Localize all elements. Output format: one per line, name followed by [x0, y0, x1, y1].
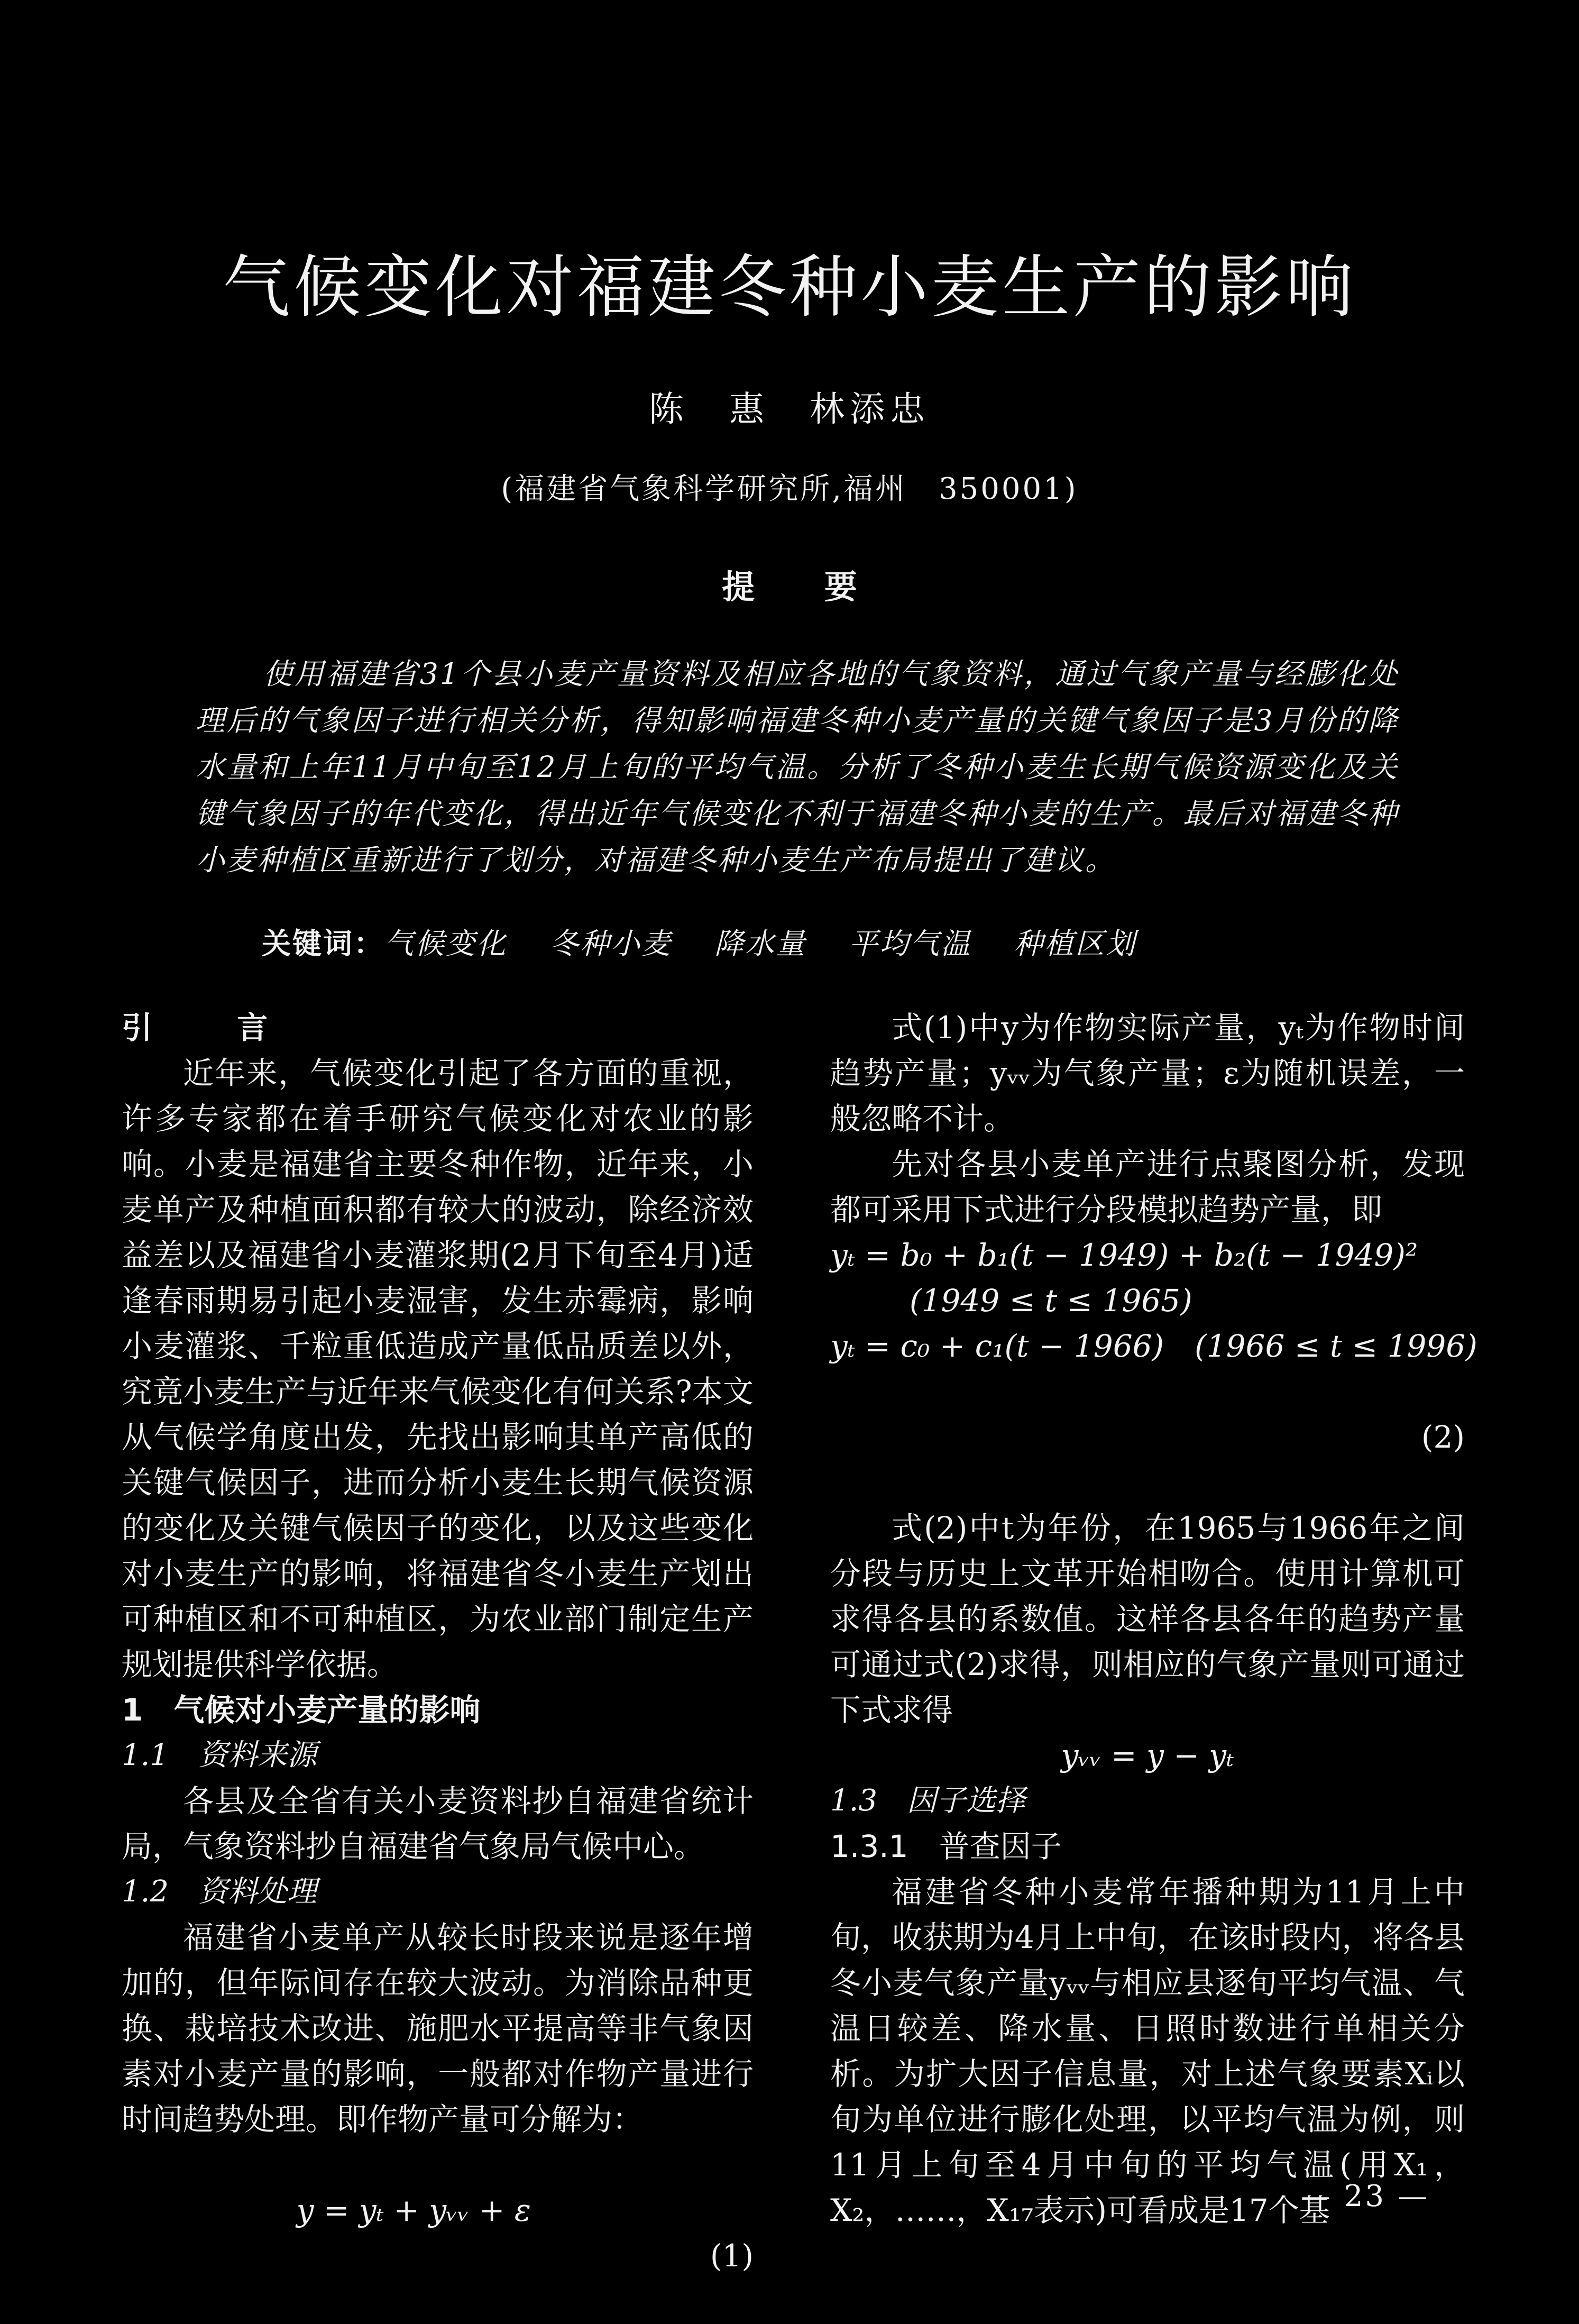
- equation-3: yᵥᵥ = y − yₜ: [1061, 1737, 1234, 1773]
- keyword: 平均气温: [849, 927, 972, 960]
- keyword: 种植区划: [1014, 927, 1137, 960]
- page-number: — 23 —: [1301, 2179, 1429, 2213]
- abstract-text: 使用福建省31个县小麦产量资料及相应各地的气象资料，通过气象产量与经膨化处理后的气象因子进行相关分析，得知影响福建冬种小麦产量的关键气象因子是3月份的降水量和上年11月中旬至12月上旬的平均气温。分析了冬种小麦生长期气候资源变化及关键气象因子的年代变化，得出近年气候变化不利于福建冬种小麦的生产。最后对福建冬种小麦种植区重新进行了划分，对福建冬种小麦生产布局提出了建议。: [196, 657, 1399, 877]
- equation-1-number: (1): [710, 2238, 754, 2274]
- left-column: [122, 1005, 754, 2324]
- section-1-3-1-heading: 1.3.1 普查因子: [830, 1828, 1062, 1864]
- section-1-3-1-paragraph: 福建省冬种小麦常年播种期为11月上中旬，收获期为4月上中旬，在该时段内，将各县冬小麦气象产量yᵥᵥ与相应县逐旬平均气温、气温日较差、降水量、日照时数进行单相关分析。为扩大因子信息量，对上述气象要素Xᵢ以旬为单位进行膨化处理，以平均气温为例，则11月上旬至4月中旬的平均气温(用X₁，X₂，……，X₁₇表示)可看成是17个基: [830, 1874, 1465, 2228]
- right-column: [830, 1005, 1477, 2233]
- equation-2-explanation: 式(2)中t为年份，在1965与1966年之间分段与历史上文革开始相吻合。使用计算机可求得各县的系数值。这样各县各年的趋势产量可通过式(2)求得，则相应的气象产量则可通过下式求得: [830, 1510, 1465, 1728]
- equation-2c: yₜ = c₀ + c₁(t − 1966) (1966 ≤ t ≤ 1996): [830, 1328, 1477, 1364]
- keyword: 降水量: [714, 927, 807, 960]
- keyword: 冬种小麦: [549, 927, 673, 960]
- equation-2b: (1949 ≤ t ≤ 1965): [910, 1283, 1192, 1319]
- section-1-2-paragraph: 福建省小麦单产从较长时段来说是逐年增加的，但年际间存在较大波动。为消除品种更换、栽培技术改进、施肥水平提高等非气象因素对小麦产量的影响，一般都对作物产量进行时间趋势处理。即作物产量可分解为：: [122, 1919, 754, 2137]
- section-1-1-heading: 1.1 资料来源: [122, 1738, 317, 1772]
- abstract: [196, 651, 1399, 883]
- article-title: 气候变化对福建冬种小麦生产的影响: [222, 248, 1356, 327]
- intro-paragraph: 近年来，气候变化引起了各方面的重视，许多专家都在着手研究气候变化对农业的影响。小麦是福建省主要冬种作物，近年来，小麦单产及种植面积都有较大的波动，除经济效益差以及福建省小麦灌浆期(2月下旬至4月)适逢春雨期易引起小麦湿害，发生赤霉病，影响小麦灌浆、千粒重低造成产量低品质差以外，究竟小麦生产与近年来气候变化有何关系?本文从气候学角度出发，先找出影响其单产高低的关键气候因子，进而分析小麦生长期气候资源的变化及关键气候因子的变化，以及这些变化对小麦生产的影响，将福建省冬小麦生产划出可种植区和不可种植区，为农业部门制定生产规划提供科学依据。: [122, 1055, 754, 1682]
- author-affiliation: (福建省气象科学研究所,福州 350001): [501, 472, 1078, 506]
- equation-1-explanation: 式(1)中y为作物实际产量，yₜ为作物时间趋势产量；yᵥᵥ为气象产量；ε为随机误差，一般忽略不计。: [830, 1010, 1465, 1137]
- section-1-3-heading: 1.3 因子选择: [830, 1783, 1026, 1818]
- section-1-1-paragraph: 各县及全省有关小麦资料抄自福建省统计局，气象资料抄自福建省气象局气候中心。: [122, 1783, 754, 1864]
- equation-2-number-line: [830, 1369, 1465, 1505]
- trend-model-paragraph: 先对各县小麦单产进行点聚图分析，发现都可采用下式进行分段模拟趋势产量，即: [830, 1146, 1465, 1228]
- equation-1-body: y = yₜ + yᵥᵥ + ε: [296, 2192, 531, 2228]
- intro-heading: 引 言: [122, 1010, 268, 1046]
- equation-2-number: (2): [1421, 1419, 1465, 1455]
- keyword: 气候变化: [384, 927, 508, 960]
- keywords-label: 关键词：: [262, 927, 385, 960]
- section-1-heading: 1 气候对小麦产量的影响: [122, 1692, 481, 1728]
- equation-2a: yₜ = b₀ + b₁(t − 1949) + b₂(t − 1949)²: [830, 1237, 1418, 1273]
- section-1-2-heading: 1.2 资料处理: [122, 1874, 317, 1909]
- keywords-line: [262, 920, 1179, 962]
- abstract-heading: 提 要: [722, 568, 857, 606]
- article-authors: 陈 惠 林添忠: [649, 389, 930, 429]
- equation-1: [122, 2142, 754, 2324]
